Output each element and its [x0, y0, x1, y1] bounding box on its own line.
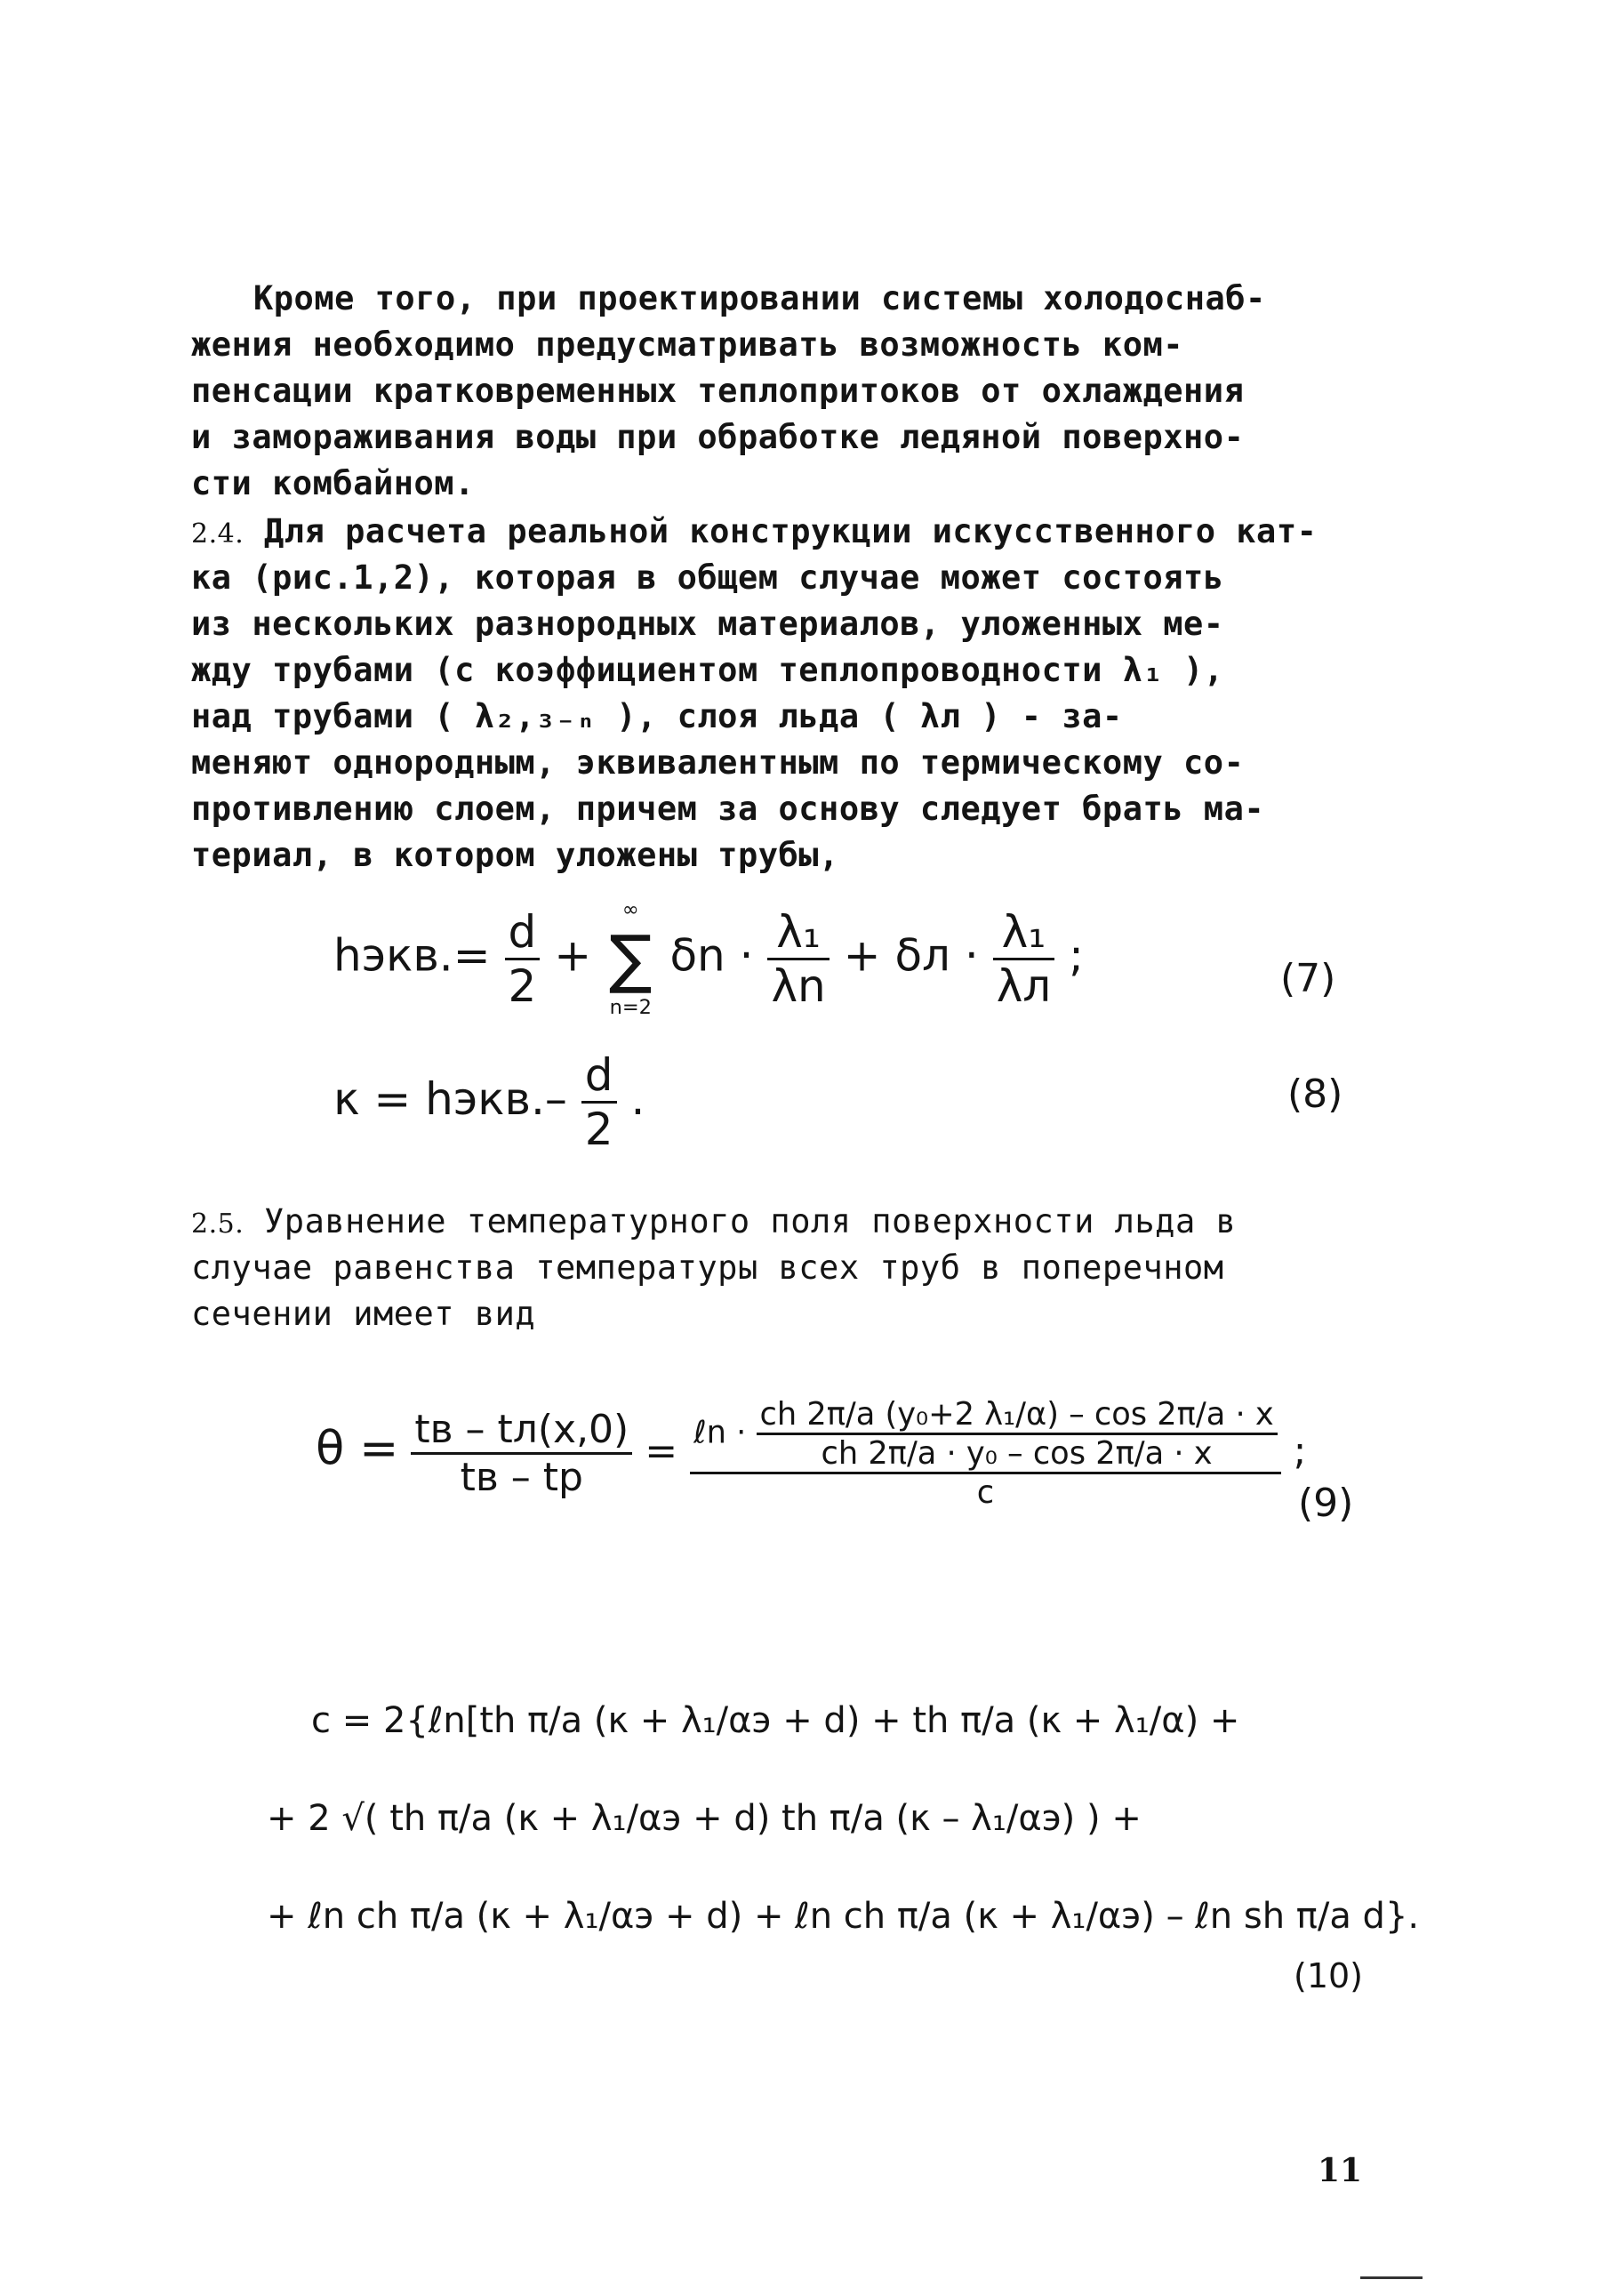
text-line: противлению слоем, причем за основу следует брать ма- [191, 790, 1265, 828]
denominator: 2 [584, 1104, 613, 1155]
eq7-lhs: hэкв.= [333, 929, 491, 982]
inner-fraction [757, 1396, 1278, 1472]
denominator: λл [996, 959, 1052, 1012]
equation-number-8: (8) [1287, 1072, 1343, 1117]
page-number: 11 [1318, 2152, 1363, 2189]
inner-denominator: ch 2π/a · y₀ – cos 2π/a · x [821, 1435, 1213, 1472]
equation-number-9: (9) [1298, 1481, 1354, 1526]
semicolon: ; [1293, 1428, 1307, 1474]
text-line [191, 509, 1383, 555]
eq10-line-2: + 2 √( th π/a (κ + λ₁/αэ + d) th π/a (κ – λ₁/αэ) ) + [267, 1798, 1142, 1839]
footer-rule [1360, 2276, 1423, 2279]
text-line: над трубами ( λ₂,₃₋ₙ ), слоя льда ( λл ) - за- [191, 697, 1123, 735]
plus-sign: + [843, 929, 881, 982]
eq10-line-3: + ℓn ch π/a (κ + λ₁/αэ + d) + ℓn ch π/a (κ + λ₁/αэ) – ℓn sh π/a d}. [267, 1896, 1420, 1937]
fraction [767, 906, 829, 1012]
eq10-line-1: c = 2{ℓn[th π/a (κ + λ₁/αэ + d) + th π/a (κ + λ₁/α) + [311, 1700, 1240, 1741]
big-fraction [690, 1396, 1281, 1511]
text-line: сти комбайном. [191, 464, 475, 502]
semicolon: ; [1069, 929, 1085, 982]
paragraph-2-4 [191, 509, 1383, 879]
text-line: случае равенства температуры всех труб в поперечном [191, 1248, 1224, 1287]
equation-8 [333, 1049, 645, 1155]
equation-number-10: (10) [1294, 1956, 1364, 1995]
text-fragment: Уравнение температурного поля поверхности льда в [264, 1202, 1237, 1240]
text-line: жения необходимо предусматривать возможность ком- [191, 325, 1184, 364]
paragraph-2-5 [191, 1199, 1383, 1337]
text-line: сечении имеет вид [191, 1295, 536, 1333]
delta-n: δn · [669, 929, 754, 982]
fraction [505, 906, 541, 1012]
text-line: жду трубами (с коэффициентом теплопроводности λ₁ ), [191, 651, 1224, 689]
equation-number-7: (7) [1280, 956, 1336, 1001]
fraction [411, 1407, 632, 1500]
text-fragment: Для расчета реальной конструкции искусственного кат- [264, 512, 1318, 550]
denominator: c [976, 1474, 995, 1511]
numerator: tв – tл(x,0) [411, 1407, 632, 1455]
denominator: tв – tр [460, 1455, 583, 1500]
text-line: меняют однородным, эквивалентным по термическому со- [191, 743, 1245, 782]
equation-9 [316, 1396, 1306, 1511]
text-line: из нескольких разнородных материалов, уложенных ме- [191, 605, 1224, 643]
fraction [993, 906, 1055, 1012]
sum-sign: ∑ [609, 921, 653, 996]
numerator: d [581, 1049, 617, 1104]
fraction [581, 1049, 617, 1155]
equals-sign: = [645, 1428, 678, 1474]
eq8-lhs: κ = hэкв.– [333, 1073, 567, 1125]
sum-upper: ∞ [621, 898, 639, 921]
equation-10 [267, 1672, 1419, 1965]
ln-prefix: ℓn · [693, 1414, 747, 1451]
paragraph-intro [191, 276, 1383, 507]
section-number: 2.4. [191, 518, 244, 550]
text-line: пенсации кратковременных теплопритоков от охлаждения [191, 372, 1245, 410]
numerator: λ₁ [767, 906, 829, 960]
summation [605, 898, 656, 1019]
equation-7 [333, 898, 1084, 1019]
text-line: ка (рис.1,2), которая в общем случае может состоять [191, 558, 1224, 597]
section-number: 2.5. [191, 1208, 244, 1240]
inner-numerator: ch 2π/a (y₀+2 λ₁/α) – cos 2π/a · x [757, 1396, 1278, 1435]
plus-sign: + [554, 929, 592, 982]
text-line: териал, в котором уложены трубы, [191, 836, 839, 874]
denominator: 2 [508, 959, 537, 1012]
text-line [191, 1199, 1383, 1245]
eq9-lhs: θ = [316, 1421, 399, 1476]
numerator: λ₁ [993, 906, 1055, 960]
delta-l: δл · [894, 929, 979, 982]
period: . [630, 1073, 645, 1125]
numerator [690, 1396, 1281, 1474]
text-line: и замораживания воды при обработке ледяной поверхно- [191, 418, 1245, 456]
sum-lower: n=2 [609, 996, 652, 1019]
numerator: d [505, 906, 541, 960]
denominator: λn [771, 959, 826, 1012]
text-line: Кроме того, при проектировании системы холодоснаб- [253, 279, 1266, 317]
